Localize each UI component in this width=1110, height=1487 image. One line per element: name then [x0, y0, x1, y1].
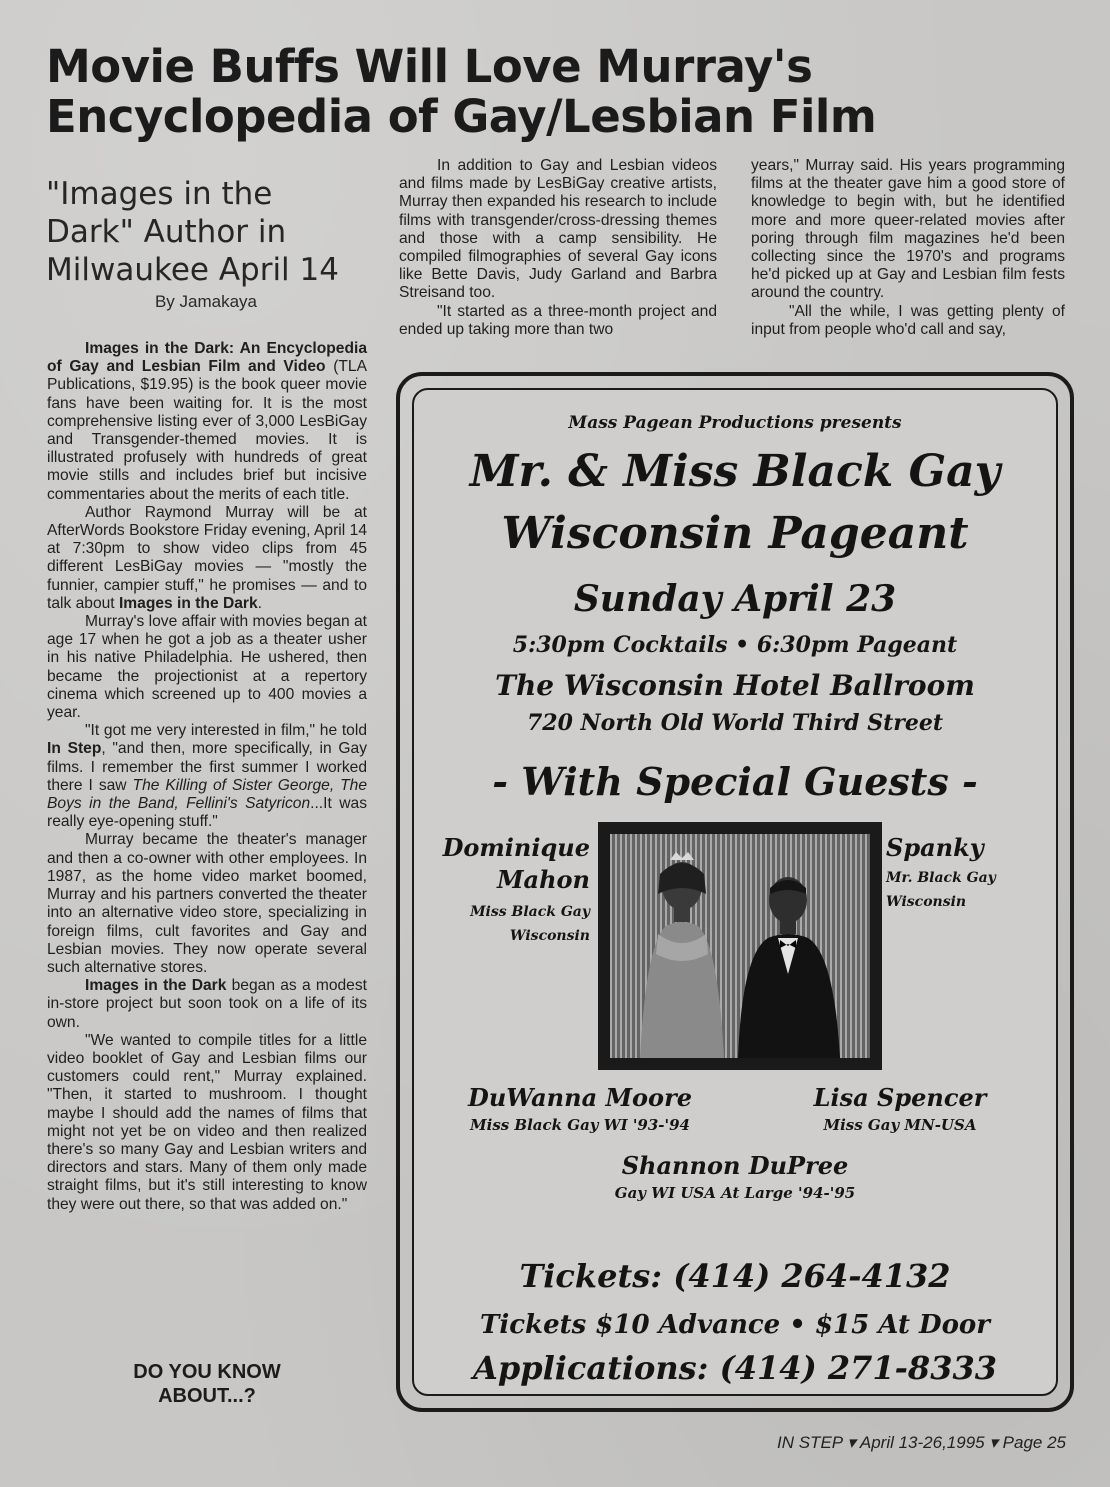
paragraph-10: years," Murray said. His years programming films at the theater gave him a good store of knowledge to begin with, but he identified more and more queer-related movies after poring through film magazines he'd been collecting since the 1970's and programs he'd picked up at Gay and Lesbian film fests around the country. — [751, 157, 1065, 302]
photo-figures-illustration — [610, 834, 870, 1058]
article-column-2 — [399, 157, 717, 339]
dyk-line-1: DO YOU KNOW — [133, 1361, 281, 1383]
subhead-line-3: Milwaukee April 14 — [46, 252, 339, 288]
article-column-3 — [751, 157, 1065, 339]
footer-publication: IN STEP — [777, 1433, 843, 1452]
article-column-1 — [47, 340, 367, 1214]
guest-1-name — [440, 832, 590, 896]
guest-4-title: Miss Gay MN-USA — [823, 1116, 977, 1134]
guest-4-name: Lisa Spencer — [813, 1083, 987, 1112]
paragraph-4 — [47, 722, 367, 831]
guest-5-title: Gay WI USA At Large '94-'95 — [614, 1184, 856, 1202]
paragraph-4-text-b: , "and then, more specifically, in Gay films. I remember the first summer I worked there I saw — [47, 740, 367, 794]
ad-guests-heading: - With Special Guests - — [492, 759, 978, 804]
guest-1-title — [420, 900, 590, 948]
paragraph-4-text-c: ...It was really eye-opening stuff." — [47, 795, 367, 831]
paragraph-6 — [47, 977, 367, 1032]
subhead-line-2: Dark" Author in — [46, 214, 287, 250]
paragraph-2-end: . — [257, 594, 262, 612]
paragraph-1-text: (TLA Publications, $19.95) is the book queer movie fans have been waiting for. It is the most comprehensive listing ever of 3,000 LesBiGay and Transgender-themed movies. It is illustrated profusely with hundreds of great movie stills and includes brief but incisive commentaries about the merits of each title. — [47, 358, 367, 503]
guest-3-title: Miss Black Gay WI '93-'94 — [470, 1116, 690, 1134]
ad-address: 720 North Old World Third Street — [526, 710, 944, 736]
ad-tickets-phone: Tickets: (414) 264-4132 — [519, 1257, 951, 1295]
ad-presenter: Mass Pagean Productions presents — [568, 413, 902, 433]
paragraph-11: "All the while, I was getting plenty of input from people who'd call and say, — [751, 302, 1065, 338]
guest-1-name-line-1: Dominique — [442, 833, 590, 862]
paragraph-9: "It started as a three-month project and ended up taking more than two — [399, 302, 717, 338]
paragraph-8: In addition to Gay and Lesbian videos and films made by LesBiGay creative artists, Murray then expanded his research to include films with transgender/cross-dressing themes and those with a camp sensibility. He compiled filmographies of several Gay icons like Bette Davis, Judy Garland and Barbra Streisand too. — [399, 157, 717, 302]
guest-3-name: DuWanna Moore — [468, 1083, 692, 1112]
ad-title-line-2: Wisconsin Pageant — [501, 508, 969, 559]
film-titles-italic: The Killing of Sister George, The Boys in the Band, Fellini's Satyricon — [47, 776, 367, 813]
ad-date: Sunday April 23 — [573, 578, 897, 620]
paragraph-4-text-a: "It got me very interested in film," he told — [85, 722, 367, 740]
ad-title-line-1: Mr. & Miss Black Gay — [469, 446, 1001, 497]
photo-tinsel-backdrop — [610, 834, 870, 1058]
article-headline — [46, 42, 906, 142]
headline-line-2: Encyclopedia of Gay/Lesbian Film — [46, 90, 877, 143]
book-title-bold: Images in the Dark: An Encyclopedia of Gay and Lesbian Film and Video — [47, 340, 367, 376]
guest-2-title-line-2: Wisconsin — [886, 894, 967, 910]
guests-photo — [598, 822, 882, 1070]
headline-line-1: Movie Buffs Will Love Murray's — [46, 40, 813, 93]
ad-venue: The Wisconsin Hotel Ballroom — [495, 669, 975, 702]
paragraph-2-text: Author Raymond Murray will be at AfterWords Bookstore Friday evening, April 14 at 7:30pm to show video clips from 45 different LesBiGay movies — "mostly the funnier, campier stuff," he promises — and to talk about — [47, 503, 367, 612]
book-title-bold: Images in the Dark — [85, 977, 227, 995]
ad-times: 5:30pm Cocktails • 6:30pm Pageant — [512, 632, 958, 658]
paragraph-2 — [47, 504, 367, 613]
guest-2-title-line-1: Mr. Black Gay — [886, 870, 996, 886]
paragraph-5: Murray became the theater's manager and then a co-owner with other employees. In 1987, as the home video market boomed, Murray and his partners converted the theater into an alternative video store, specializing in foreign films, cult favorites and Gay and Lesbian movies. They now operate several such alternative stores. — [47, 831, 367, 976]
ad-ticket-prices: Tickets $10 Advance • $15 At Door — [480, 1310, 990, 1340]
guest-2-name: Spanky — [886, 833, 984, 862]
ad-applications-phone: Applications: (414) 271-8333 — [473, 1349, 997, 1387]
paragraph-7: "We wanted to compile titles for a little video booklet of Gay and Lesbian films our customers could rent," Murray explained. "Then, it started to mushroom. I thought maybe I should add the names of films that might not yet be on video and then realized there's so many Gay and Lesbian writers and directors and stars. Many of them only made straight films, but it's still interesting to know they were out there, so that was added on." — [47, 1031, 367, 1213]
dyk-line-2: ABOUT...? — [158, 1385, 256, 1407]
guest-1-name-line-2: Mahon — [496, 865, 590, 894]
do-you-know-heading — [47, 1360, 367, 1408]
guest-1-title-line-2: Wisconsin — [509, 928, 590, 944]
guest-5-name: Shannon DuPree — [621, 1151, 849, 1180]
footer-separator-2: ▾ — [989, 1433, 998, 1452]
guest-1-title-line-1: Miss Black Gay — [470, 904, 590, 920]
footer-dates: April 13-26,1995 — [859, 1433, 985, 1452]
book-title-bold: Images in the Dark — [118, 594, 258, 612]
subhead-line-1: "Images in the — [46, 176, 273, 212]
byline: By Jamakaya — [154, 292, 258, 311]
paragraph-1 — [47, 340, 367, 504]
article-subhead — [46, 175, 376, 289]
guest-2-title — [886, 866, 1056, 914]
footer-page-number: Page 25 — [1002, 1433, 1066, 1452]
publication-name-bold: In Step — [47, 740, 102, 758]
paragraph-6-text: began as a modest in-store project but soon took on a life of its own. — [47, 977, 367, 1031]
page-footer — [777, 1433, 1066, 1453]
footer-separator-1: ▾ — [847, 1433, 856, 1452]
paragraph-3: Murray's love affair with movies began at age 17 when he got a job as a theater usher in his native Philadelphia. He ushered, then became the projectionist at a repertory cinema which screened up to 400 movies a year. — [47, 613, 367, 722]
